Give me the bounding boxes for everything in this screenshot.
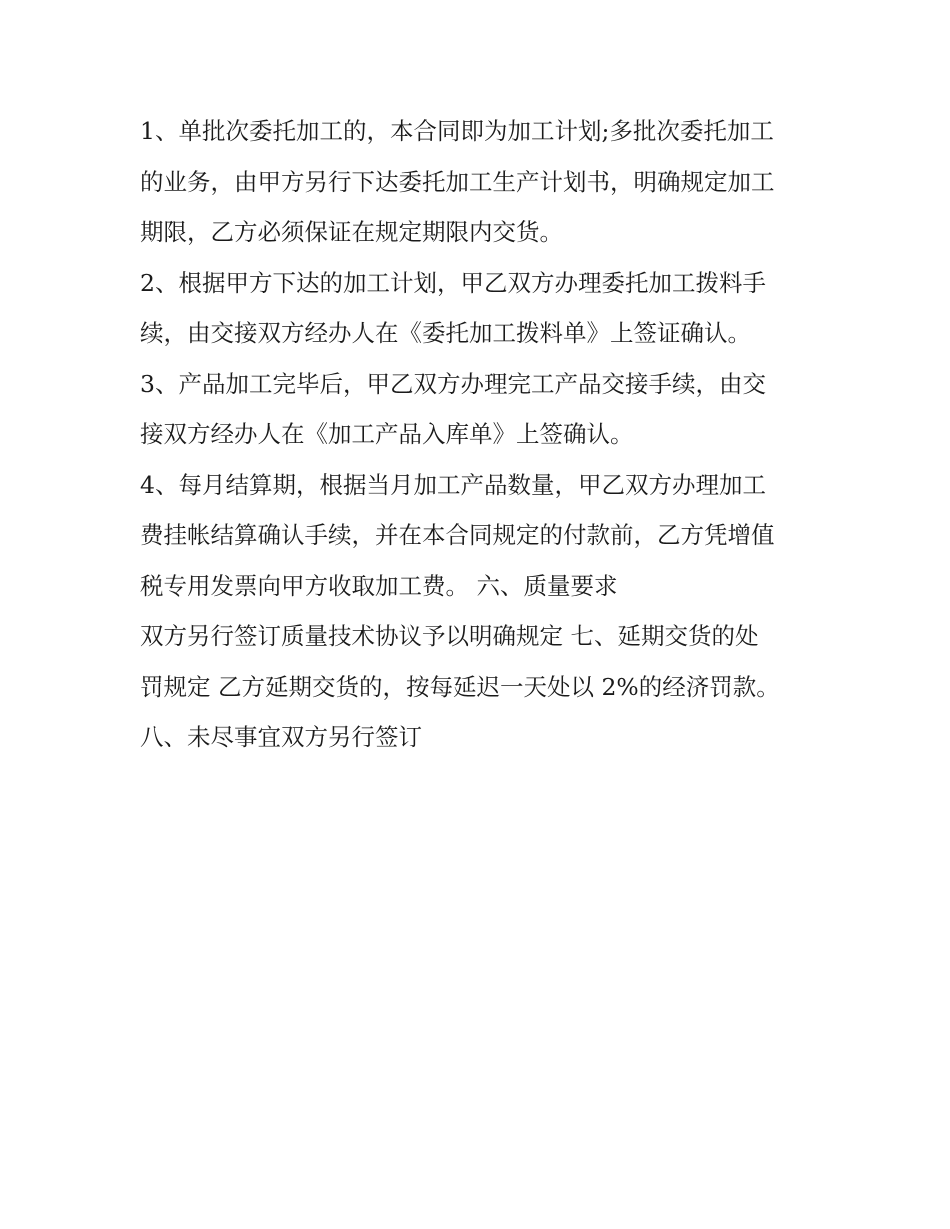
text-line: 1、单批次委托加工的，本合同即为加工计划;多批次委托加工: [140, 117, 774, 145]
text-line: 4、每月结算期，根据当月加工产品数量，甲乙双方办理加工: [140, 470, 766, 499]
text-line: 接双方经办人在《加工产品入库单》上签确认。: [140, 420, 634, 448]
text-line: 税专用发票向甲方收取加工费。 六、质量要求: [140, 571, 618, 600]
text-line: 八、未尽事宜双方另行签订: [140, 723, 422, 751]
text-line: 的业务，由甲方另行下达委托加工生产计划书，明确规定加工: [140, 167, 775, 196]
text-line: 3、产品加工完毕后，甲乙双方办理完工产品交接手续，由交: [140, 369, 766, 398]
text-line: 双方另行签订质量技术协议予以明确规定 七、延期交货的处: [140, 622, 759, 650]
text-line: 续，由交接双方经办人在《委托加工拨料单》上签证确认。: [140, 319, 751, 347]
text-line: 罚规定 乙方延期交货的，按每延迟一天处以 2%的经济罚款。: [140, 672, 780, 701]
text-line: 2、根据甲方下达的加工计划，甲乙双方办理委托加工拨料手: [140, 268, 766, 297]
document-body: [140, 106, 830, 763]
text-line: 期限，乙方必须保证在规定期限内交货。: [140, 218, 563, 246]
text-line: 费挂帐结算确认手续，并在本合同规定的付款前，乙方凭增值: [140, 521, 775, 549]
